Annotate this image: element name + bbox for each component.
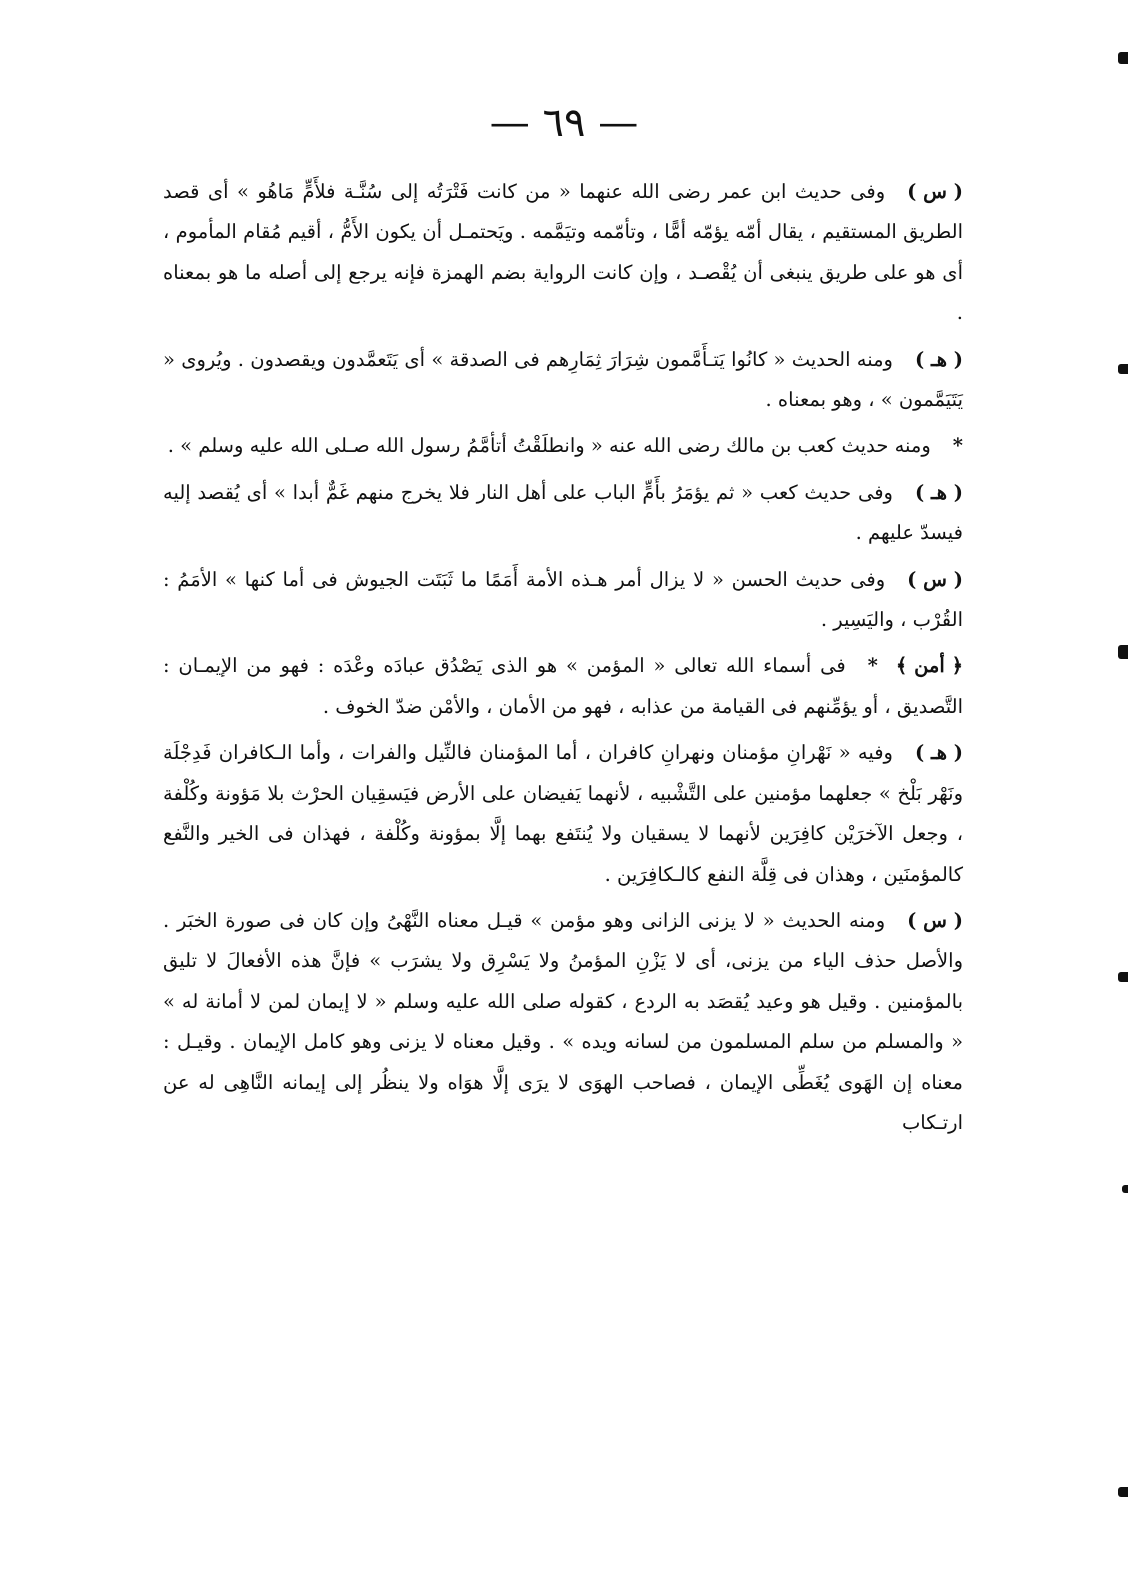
paragraph-text: ومنه الحديث « كانُوا يَتـأَمَّمون شِرَارَ ثِمَارِهم فى الصدقة » أى يَتَعمَّدون ويقصدون . ويُروى « يَتَيَمَّمون » ، وهو بمعناه . <box>163 347 963 412</box>
source-marker: ( هـ ) <box>914 741 963 765</box>
paragraph-1 <box>163 172 963 334</box>
paragraph-4 <box>163 473 963 554</box>
paragraph-text: ومنه حديث كعب بن مالك رضى الله عنه « وانطلَقْتُ أتأمَّمُ رسول الله صـلى الله عليه وسلم » . <box>167 434 931 458</box>
paragraph-text: وفى حديث الحسن « لا يزال أمر هـذه الأمة أَمَمًا ما ثَبَتَت الجيوش فى أما كنها » الأمَمُ : القُرْب ، واليَسِير . <box>163 567 963 632</box>
edge-mark <box>1118 972 1128 982</box>
source-marker: ( س ) <box>907 908 963 932</box>
paragraph-6 <box>163 646 963 727</box>
paragraph-text: ومنه الحديث « لا يزنى الزانى وهو مؤمن » قيـل معناه النَّهْىُ وإن كان فى صورة الخبَر . والأصل حذف الياء من يزنى، أى لا يَزْنِ المؤمنُ ولا يَسْرِق ولا يشرَب » فإنَّ هذه الأفعالَ لا تليق بالمؤمنين . وقيل هو وعيد يُقصَد به الردع ، كقوله صلى الله عليه وسلم « لا إيمان لمن لا أمانة له » « والمسلم من سلم المسلمون من لسانه ويده » . وقيل معناه لا يزنى وهو كامل الإيمان . وقيـل : معناه إن الهَوى يُغَطِّى الإيمان ، فصاحب الهوَى لا يرَى إلَّا هوَاه ولا ينظُر إلى إيمانه النَّاهِى له عن ارتـكاب <box>163 908 963 1134</box>
edge-mark <box>1118 364 1128 374</box>
paragraph-text: وفيه « نَهْرانِ مؤمنان ونهرانِ كافران ، أما المؤمنان فالنِّيل والفرات ، وأما الـكافران فَدِجْلَة ونَهْر بَلْخ » جعلهما مؤمنين على التَّشْبيه ، لأنهما يَفيضان على الأرض فيَسقِيان الحرْث بلا مَؤونة وكُلْفة ، وجعل الآخرَيْن كافِرَين لأنهما لا يسقيان ولا يُنتَفع بهما إلَّا بمؤونة وكُلْفة ، فهذان فى الخير والنَّفع كالمؤمنَين ، وهذان فى قِلَّة النفع كالـكافِرَين . <box>163 741 963 886</box>
paragraph-5 <box>163 560 963 641</box>
entry-head-word: ﴿ أمن ﴾ <box>895 654 963 678</box>
source-marker: ( س ) <box>907 180 963 203</box>
source-marker: ( هـ ) <box>914 347 963 371</box>
edge-mark <box>1118 1487 1128 1497</box>
paragraph-text: فى أسماء الله تعالى « المؤمن » هو الذى يَصْدُق عبادَه وعْدَه : فهو من الإيمـان : التَّصديق ، أو يؤمِّنهم فى القيامة من عذابه ، فهو من الأمان ، والأمْن ضدّ الخوف . <box>163 654 963 718</box>
source-marker: * <box>952 434 963 458</box>
paragraph-7 <box>163 733 963 895</box>
text-block <box>163 172 963 1149</box>
paragraph-2 <box>163 340 963 421</box>
source-marker: ( هـ ) <box>914 480 963 504</box>
edge-mark <box>1122 1185 1128 1193</box>
paragraph-3 <box>163 426 963 466</box>
edge-mark <box>1118 52 1128 64</box>
edge-mark <box>1118 645 1128 659</box>
source-marker: ( س ) <box>907 567 963 591</box>
paragraph-8 <box>163 901 963 1143</box>
source-marker: * <box>867 654 878 678</box>
paragraph-text: وفى حديث كعب « ثم يؤمَرُ بأَمٍّ الباب على أهل النار فلا يخرج منهم غَمٌّ أبدا » أى يُقصد إليه فيسدّ عليهم . <box>163 480 963 545</box>
paragraph-text: وفى حديث ابن عمر رضى الله عنهما « من كانت فَتْرَتُه إلى سُنَّـة فلأَمٍّ مَاهُو » أى قصد الطريق المستقيم ، يقال أمّه يؤمّه أمًّا ، وتأمّمه وتيَمَّمه . ويَحتمـل أن يكون الأَمُّ ، أقيم مُقام المأموم ، أى هو على طريق ينبغى أن يُقْصـد ، وإن كانت الرواية بضم الهمزة فإنه يرجع إلى أصله ما هو بمعناه . <box>163 180 963 325</box>
page-number: — ٦٩ — <box>489 100 639 146</box>
